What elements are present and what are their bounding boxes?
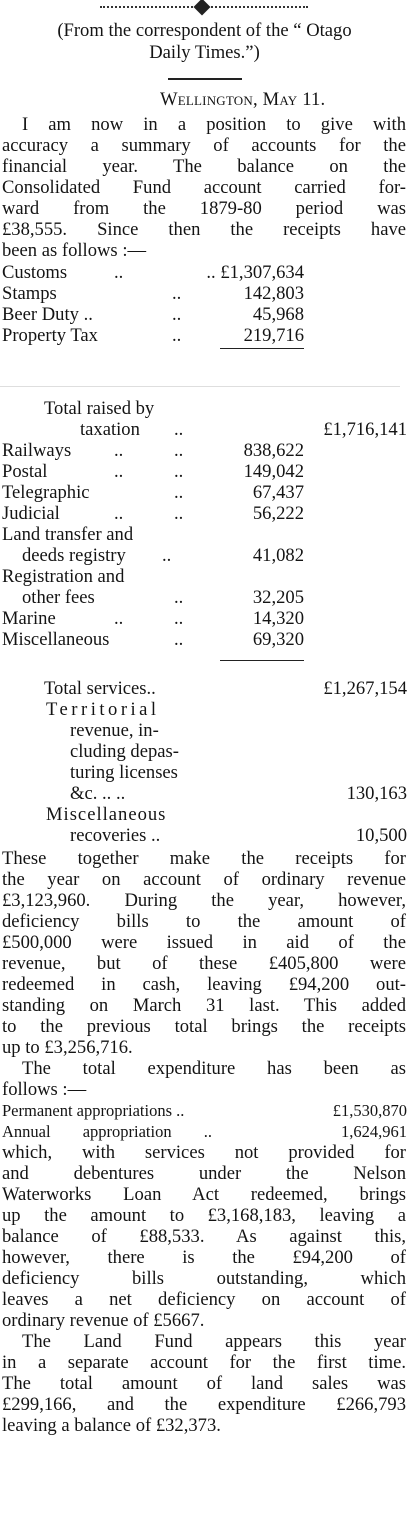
ornamental-separator — [100, 4, 308, 10]
text-span: .. — [114, 440, 124, 461]
divider-rule — [168, 78, 242, 80]
text-span: 142,803 — [243, 283, 304, 304]
services-table — [2, 440, 407, 650]
text-span: been as follows :— — [2, 240, 147, 261]
table-row — [2, 461, 407, 482]
text-span: 69,320 — [252, 629, 304, 650]
text-span: &c. .. .. — [70, 783, 126, 804]
text-span: .. — [174, 629, 184, 650]
text-span: .. — [174, 440, 184, 461]
sum-rule — [220, 348, 304, 349]
text-span: 56,222 — [252, 503, 304, 524]
text-span: I am now in a position to give with — [22, 114, 406, 135]
text-span: The total amount of land sales was — [2, 1373, 406, 1394]
text-span: The total expenditure has been as — [22, 1058, 406, 1079]
total-services-table — [2, 678, 407, 846]
receipts-paragraph — [2, 848, 406, 1058]
text-span: Property Tax — [2, 325, 98, 346]
text-span: .. — [162, 545, 172, 566]
table-row — [2, 678, 407, 699]
text-span: Total services.. — [44, 678, 156, 699]
text-span: turing licenses — [70, 762, 178, 783]
text-span: .. — [174, 419, 184, 440]
text-span: .. — [174, 482, 184, 503]
text-span: in a separate account for the first time. — [2, 1352, 406, 1373]
text-span: deeds registry — [22, 545, 126, 566]
text-span: Permanent appropriations .. — [2, 1101, 185, 1120]
attribution-line: Daily Times.”) — [149, 42, 260, 63]
text-span: The Land Fund appears this year — [22, 1331, 406, 1352]
diamond-ornament-icon — [194, 0, 211, 15]
text-span: .. £1,307,634 — [206, 262, 304, 283]
text-span: financial year. The balance on the — [2, 156, 406, 177]
table-row — [2, 482, 407, 503]
text-span: revenue, in- — [70, 720, 159, 741]
table-row — [2, 587, 407, 608]
text-span: Miscellaneous — [2, 629, 110, 650]
text-span: to the previous total brings the receipts — [2, 1016, 406, 1037]
text-span: balance of £88,533. As against this, — [2, 1226, 406, 1247]
text-span: .. — [174, 608, 184, 629]
text-span: 41,082 — [252, 545, 304, 566]
text-span: Stamps — [2, 283, 57, 304]
table-row — [2, 524, 407, 545]
text-span: leaves a net deficiency on account of — [2, 1289, 406, 1310]
table-row — [2, 1100, 407, 1121]
text-span: Telegraphic — [2, 482, 90, 503]
text-span: 1,624,961 — [341, 1122, 407, 1141]
attribution-line: (From the correspondent of the “ Otago — [57, 20, 352, 41]
text-span: .. — [174, 587, 184, 608]
text-span: Marine — [2, 608, 56, 629]
text-span: .. — [172, 325, 182, 346]
table-row — [2, 699, 407, 720]
table-row — [2, 762, 407, 783]
text-span: .. — [174, 461, 184, 482]
intro-paragraph — [2, 114, 406, 261]
text-span: Railways — [2, 440, 72, 461]
text-span: accuracy a summary of accounts for the — [2, 135, 406, 156]
text-span: 130,163 — [346, 783, 407, 804]
table-row — [2, 1121, 407, 1142]
text-span: £3,123,960. During the year, however, — [2, 890, 406, 911]
text-span: Territorial — [46, 699, 160, 720]
table-row — [2, 440, 407, 461]
text-span: 67,437 — [252, 482, 304, 503]
text-span: .. — [114, 608, 124, 629]
text-span: 219,716 — [243, 325, 304, 346]
table-row — [2, 783, 407, 804]
text-span: revenue, but of these £405,800 were — [2, 953, 406, 974]
text-span: taxation — [80, 419, 140, 440]
text-span: Consolidated Fund account carried for- — [2, 177, 406, 198]
text-span: leaving a balance of £32,373. — [2, 1415, 221, 1436]
text-span: £1,716,141 — [323, 419, 407, 440]
text-span: ordinary revenue of £5667. — [2, 1310, 205, 1331]
expenditure-table — [2, 1100, 407, 1142]
text-span: 14,320 — [252, 608, 304, 629]
text-span: These together make the receipts for — [2, 848, 406, 869]
table-row — [2, 720, 407, 741]
table-row — [2, 262, 407, 283]
sum-rule — [220, 660, 304, 661]
text-span: £1,530,870 — [332, 1101, 407, 1120]
text-span: .. — [172, 304, 182, 325]
text-span: Beer Duty .. — [2, 304, 93, 325]
text-span: Registration and — [2, 566, 125, 587]
table-row — [2, 325, 407, 346]
table-row — [2, 283, 407, 304]
text-span: deficiency bills to the amount of — [2, 911, 406, 932]
expenditure-paragraph — [2, 1058, 406, 1100]
table-row — [2, 608, 407, 629]
deficiency-paragraph — [2, 1142, 406, 1331]
text-span: standing on March 31 last. This added — [2, 995, 406, 1016]
dateline: Wellington, May 11. — [160, 89, 326, 110]
total-taxation — [2, 398, 407, 440]
table-row — [2, 545, 407, 566]
taxation-table — [2, 262, 407, 346]
text-span: £1,267,154 — [323, 678, 407, 699]
text-span: 838,622 — [243, 440, 304, 461]
text-span: up to £3,256,716. — [2, 1037, 133, 1058]
text-span: follows :— — [2, 1079, 87, 1100]
text-span: .. — [114, 262, 124, 283]
text-span: 149,042 — [243, 461, 304, 482]
text-span: £500,000 were issued in aid of the — [2, 932, 406, 953]
text-span: Postal — [2, 461, 48, 482]
text-span: 10,500 — [355, 825, 407, 846]
text-span: however, there is the £94,200 of — [2, 1247, 406, 1268]
faint-rule — [0, 386, 400, 387]
land-fund-paragraph — [2, 1331, 406, 1436]
text-span: Total raised by — [44, 398, 155, 419]
table-row — [2, 825, 407, 846]
text-span: £299,166, and the expenditure £266,793 — [2, 1394, 406, 1415]
text-span: .. — [114, 503, 124, 524]
table-row — [2, 629, 407, 650]
text-span: up the amount to £3,168,183, leaving a — [2, 1205, 406, 1226]
text-span: deficiency bills outstanding, which — [2, 1268, 406, 1289]
text-span: and debentures under the Nelson — [2, 1163, 406, 1184]
text-span: cluding depas- — [70, 741, 179, 762]
text-span: 45,968 — [252, 304, 304, 325]
text-span: recoveries .. — [70, 825, 161, 846]
text-span: Annual appropriation .. — [2, 1122, 212, 1141]
text-span: Waterworks Loan Act redeemed, brings — [2, 1184, 406, 1205]
text-span: Customs — [2, 262, 68, 283]
text-span: redeemed in cash, leaving £94,200 out- — [2, 974, 406, 995]
text-span: .. — [174, 503, 184, 524]
table-row — [2, 304, 407, 325]
table-row — [2, 566, 407, 587]
attribution — [0, 20, 409, 64]
text-span: Judicial — [2, 503, 60, 524]
text-span: which, with services not provided for — [2, 1142, 406, 1163]
text-span: the year on account of ordinary revenue — [2, 869, 406, 890]
text-span: Land transfer and — [2, 524, 134, 545]
table-row — [2, 804, 407, 825]
text-span: other fees — [22, 587, 95, 608]
text-span: 32,205 — [252, 587, 304, 608]
table-row — [2, 741, 407, 762]
text-span: .. — [172, 283, 182, 304]
table-row — [2, 503, 407, 524]
text-span: Miscellaneous — [46, 804, 167, 825]
text-span: £38,555. Since then the receipts have — [2, 219, 406, 240]
text-span: .. — [114, 461, 124, 482]
text-span: ward from the 1879-80 period was — [2, 198, 406, 219]
